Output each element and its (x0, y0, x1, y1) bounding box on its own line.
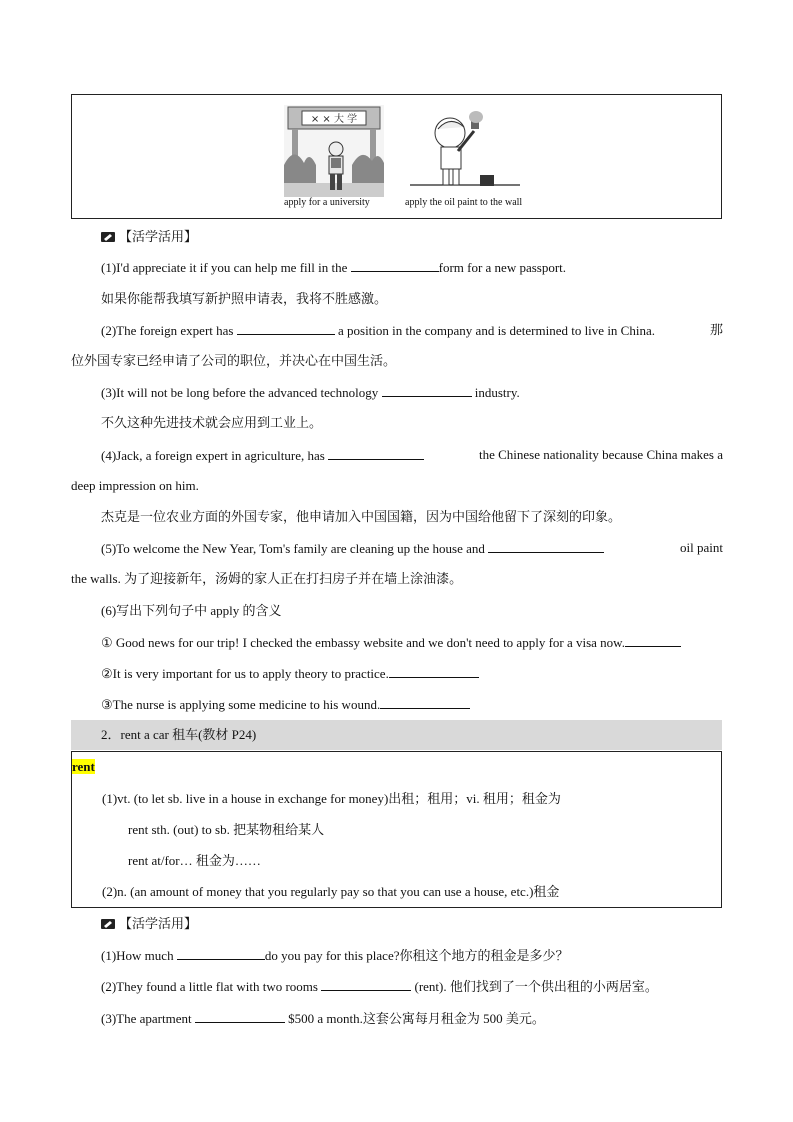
q1-translation: 如果你能帮我填写新护照申请表，我将不胜感激。 (101, 291, 388, 306)
q2-blank[interactable] (237, 321, 335, 335)
word-label (72, 758, 95, 776)
question-3 (101, 383, 520, 402)
q4-translation: 杰克是一位农业方面的外国专家，他申请加入中国国籍，因为中国给他留下了深刻的印象。 (101, 509, 622, 524)
phrase-1: rent sth. (out) to sb. 把某物租给某人 (128, 822, 325, 837)
r1-blank[interactable] (177, 946, 265, 960)
heading-text: 【活学活用】 (119, 916, 198, 931)
q4-text-c: deep impression on him. (71, 478, 199, 493)
section2-heading (101, 915, 197, 933)
question-1 (101, 258, 566, 277)
r2-text-a: (2)They found a little flat with two rooms (101, 979, 318, 994)
q5-text-b: oil paint (680, 540, 723, 555)
q1-text-b: form for a new passport. (438, 260, 567, 275)
q2-text-a: (2)The foreign expert has (101, 323, 234, 338)
q1-blank[interactable] (351, 258, 439, 272)
definition-2: (2)n. (an amount of money that you regularly pay so that you can use a house, etc.)租金 (102, 884, 560, 899)
q3-translation: 不久这种先进技术就会应用到工业上。 (101, 415, 323, 430)
q5-text-a: (5)To welcome the New Year, Tom's family are cleaning up the house and (101, 541, 485, 556)
question-2 (101, 321, 723, 340)
q3-text-b: industry. (474, 385, 520, 400)
definition-1: (1)vt. (to let sb. live in a house in exchange for money)出租；租用；vi. 租用；租金为 (102, 791, 561, 806)
rent-question-3 (101, 1009, 545, 1028)
university-gate-illustration (284, 105, 384, 197)
question-5 (101, 539, 723, 558)
pencil-tag-icon (101, 232, 115, 242)
q6-item-2 (101, 664, 479, 683)
phrase-2: rent at/for… 租金为…… (128, 853, 261, 868)
question-4 (101, 446, 723, 465)
definition-box (71, 751, 722, 908)
r1-text-a: (1)How much (101, 948, 174, 963)
topic-title: 2．rent a car 租车(教材 P24) (101, 727, 257, 742)
q6-3-text: ③The nurse is applying some medicine to his wound. (101, 697, 381, 712)
q2-text-c: 那 (709, 322, 723, 337)
question-6: (6)写出下列句子中 apply 的含义 (101, 603, 282, 618)
section-heading (101, 228, 197, 246)
q4-text-b: the Chinese nationality because China makes a (478, 447, 723, 462)
q2-text-b: a position in the company and is determined to live in China. (337, 323, 655, 338)
q6-3-blank[interactable] (380, 695, 470, 709)
r1-text-b: do you pay for this place?你租这个地方的租金是多少？ (264, 948, 569, 963)
topic-bar (71, 720, 722, 750)
illustration-box (71, 94, 722, 219)
caption-left: apply for a university (284, 197, 370, 208)
rent-question-2 (101, 977, 658, 996)
q6-2-text: ②It is very important for us to apply theory to practice. (101, 666, 389, 681)
rent-question-1 (101, 946, 568, 965)
word-highlight: rent (72, 759, 95, 774)
pencil-tag-icon (101, 919, 115, 929)
q5-blank[interactable] (488, 539, 604, 553)
heading-text: 【活学活用】 (119, 229, 198, 244)
q6-item-3 (101, 695, 470, 714)
q6-1-blank[interactable] (625, 633, 681, 647)
painting-wall-illustration (410, 109, 520, 197)
r2-text-b: (rent). 他们找到了一个供出租的小两居室。 (414, 979, 658, 994)
r3-text-a: (3)The apartment (101, 1011, 192, 1026)
q3-text-a: (3)It will not be long before the advanced technology (101, 385, 379, 400)
q6-1-text: ① Good news for our trip! I checked the embassy website and we don't need to apply for a visa now. (101, 635, 625, 650)
r2-blank[interactable] (321, 977, 411, 991)
r3-text-b: $500 a month.这套公寓每月租金为 500 美元。 (288, 1011, 545, 1026)
r3-blank[interactable] (195, 1009, 285, 1023)
q6-item-1 (101, 633, 681, 652)
q5-text-c: the walls. 为了迎接新年，汤姆的家人正在打扫房子并在墙上涂油漆。 (71, 571, 463, 586)
q4-blank[interactable] (328, 446, 424, 460)
q6-2-blank[interactable] (389, 664, 479, 678)
q2-translation: 位外国专家已经申请了公司的职位，并决心在中国生活。 (71, 353, 397, 368)
q1-text-a: (1)I'd appreciate it if you can help me fill in the (101, 260, 348, 275)
caption-right: apply the oil paint to the wall (405, 197, 523, 208)
sign-text: × × 大 学 (310, 114, 358, 125)
q4-text-a: (4)Jack, a foreign expert in agriculture, has (101, 448, 325, 463)
q3-blank[interactable] (382, 383, 472, 397)
